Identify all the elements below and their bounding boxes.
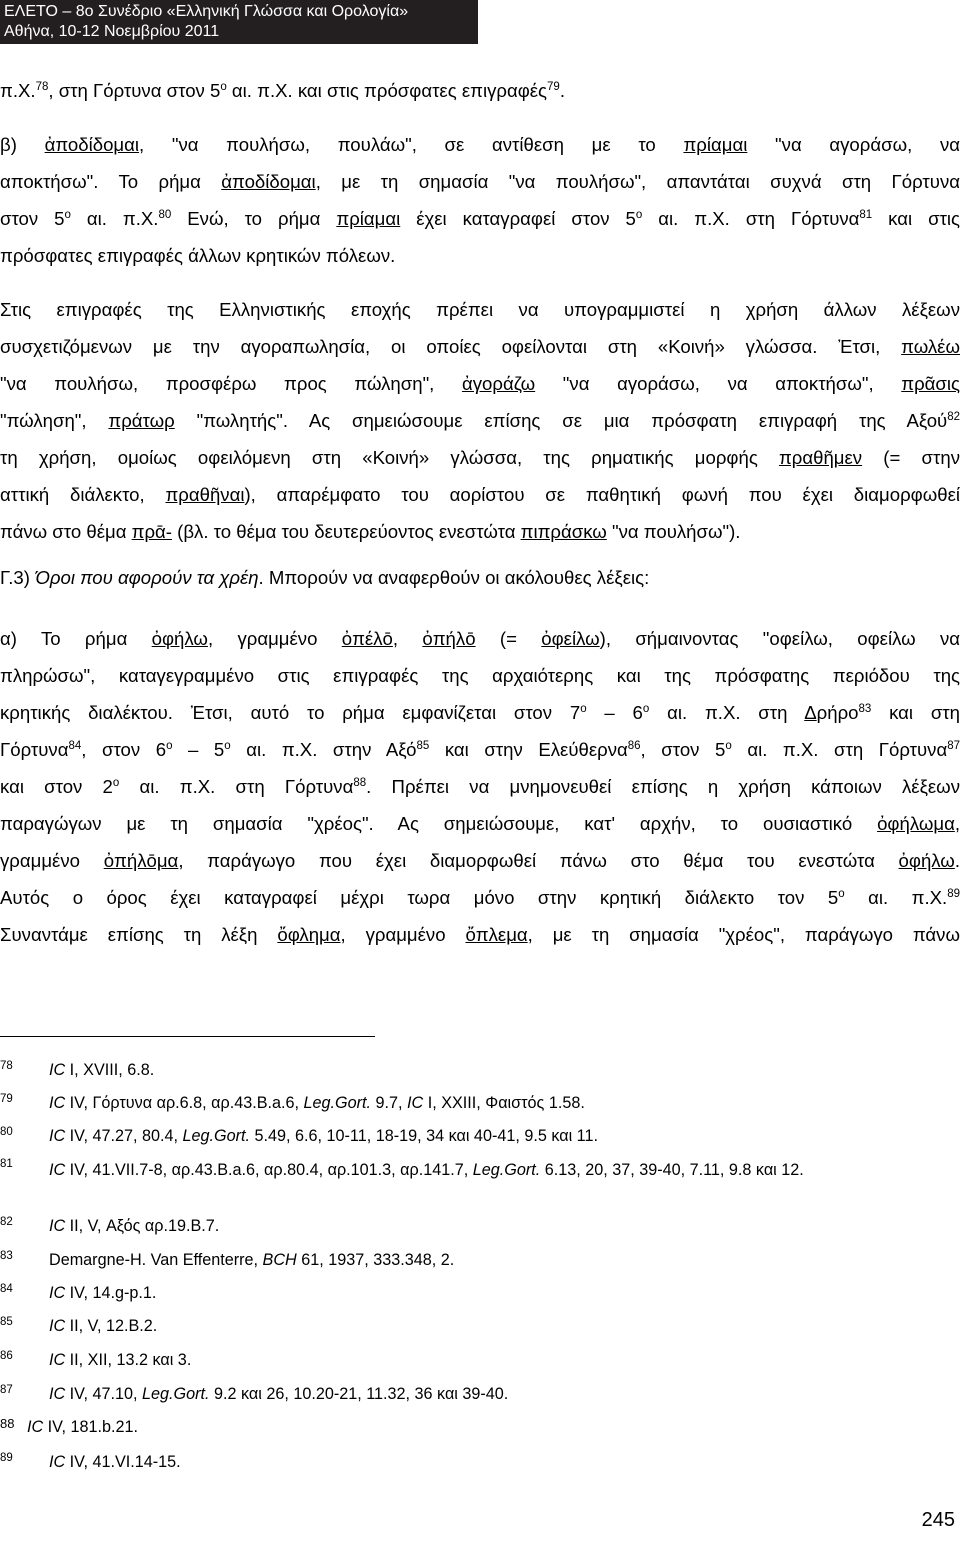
footnote-number: 84: [0, 1283, 13, 1295]
text-line: π.Χ.$^{78}$, στη Γόρτυνα στον $5^o$ αι. π.Χ. και στις πρόσφατες επιγραφές$^{79}$.: [0, 80, 565, 101]
text-line: πληρώσω", καταγεγραμμένο στις επιγραφές της αρχαιότερης και της πρόσφατης περιόδου της: [0, 665, 960, 686]
text-line: Συναντάμε επίσης τη λέξη ὄφλημα, γραμμένο ὄπλεμα, με τη σημασία "χρέος", παράγωγο πάνω: [0, 924, 960, 945]
text-line: β) ἀποδίδομαι, "να πουλήσω, πουλάω", σε αντίθεση με το πρίαμαι "να αγοράσω, να: [0, 134, 960, 155]
text-line: πρόσφατες επιγραφές άλλων κρητικών πόλεων.: [0, 245, 396, 266]
text-line: αποκτήσω". Το ρήμα ἀποδίδομαι, με τη σημασία "να πουλήσω", απαντάται συχνά στη Γόρτυνα: [0, 171, 960, 192]
text-line: στον $5^o$ αι. π.Χ.$^{80}$ Ενώ, το ρήμα πρίαμαι έχει καταγραφεί στον $5^o$ αι. π.Χ. στη Γόρτυνα$^{81}$ και στις: [0, 208, 960, 229]
text-line: "να πουλήσω, προσφέρω προς πώληση", ἀγοράζω "να αγοράσω, να αποκτήσω", πρᾶσις: [0, 373, 960, 394]
text-line: αττική διάλεκτο, πραθῆναι), απαρέμφατο του αορίστου σε παθητική φωνή που έχει διαμορφωθεί: [0, 484, 960, 505]
footnote-number: 78: [0, 1060, 13, 1072]
footnote-number: 86: [0, 1350, 13, 1362]
text-line: Στις επιγραφές της Ελληνιστικής εποχής πρέπει να υπογραμμιστεί η χρήση άλλων λέξεων: [0, 299, 960, 320]
text-line: "πώληση", πράτωρ "πωλητής". Ας σημειώσουμε επίσης σε μια πρόσφατη επιγραφή της Αξού$^{82}$: [0, 410, 960, 431]
footnote-number: 89: [0, 1452, 13, 1464]
conference-date: Αθήνα, 10-12 Νοεμβρίου 2011: [4, 23, 220, 40]
footnote-number: 87: [0, 1384, 13, 1396]
text-line: γραμμένο ὀπήλōμα, παράγωγο που έχει διαμορφωθεί πάνω στο θέμα του ενεστώτα ὀφήλω.: [0, 850, 960, 871]
footnote-number: 80: [0, 1126, 13, 1138]
footnote-separator: [0, 1036, 375, 1037]
footnote-number: 85: [0, 1316, 13, 1328]
text-line: παραγώγων με τη σημασία "χρέος". Ας σημειώσουμε, κατ' αρχήν, το ουσιαστικό ὀφήλωμα,: [0, 813, 960, 834]
conference-title: ΕΛΕΤΟ – 8ο Συνέδριο «Ελληνική Γλώσσα και Ορολογία»: [4, 3, 409, 20]
text-line: πάνω στο θέμα πρᾱ- (βλ. το θέμα του δευτερεύοντος ενεστώτα πιπράσκω "να πουλήσω").: [0, 521, 741, 542]
footnote-number: 88: [0, 1416, 15, 1431]
text-line: τη χρήση, ομοίως οφειλόμενη στη «Κοινή» γλώσσα, της ρηματικής μορφής πραθῆμεν (= στην: [0, 447, 960, 468]
footnote-number: 81: [0, 1158, 13, 1170]
text-line: κρητικής διαλέκτου. Ἐτσι, αυτό το ρήμα εμφανίζεται στον $7^o - 6^o$ αι. π.Χ. στη Δρήρο$^{83}$ και στη: [0, 702, 960, 723]
text-line: Αυτός ο όρος έχει καταγραφεί μέχρι τωρα μόνο στην κρητική διάλεκτο τον $5^o$ αι. π.Χ.$^{89}$: [0, 887, 960, 908]
text-line: συσχετιζόμενων με την αγοραπωλησία, οι οποίες οφείλονται στη «Κοινή» γλώσσα. Ἐτσι, πωλέω: [0, 336, 960, 357]
text-line: και στον $2^o$ αι. π.Χ. στη Γόρτυνα$^{88}$. Πρέπει να μνημονευθεί επίσης η χρήση κάποιων λέξεων: [0, 776, 960, 797]
page-number: 245: [921, 1509, 955, 1531]
text-line: α) Το ρήμα ὀφήλω, γραμμένο ὀπέλō, ὀπήλō (= ὀφείλω), σήμαινοντας "οφείλω, οφείλω να: [0, 628, 960, 649]
footnote-number: 79: [0, 1093, 13, 1105]
footnote-number: 82: [0, 1216, 13, 1228]
footnote-number: 83: [0, 1250, 13, 1262]
section-heading: Γ.3) Όροι που αφορούν τα χρέη. Μπορούν να αναφερθούν οι ακόλουθες λέξεις:: [0, 567, 650, 588]
conference-header: [0, 0, 479, 44]
text-line: Γόρτυνα$^{84}$, στον $6^o - 5^o$ αι. π.Χ. στην Αξό$^{85}$ και στην Ελεύθερνα$^{86}$, στον $5^o$ αι. π.Χ. στη Γόρτυνα$^{87}$: [0, 739, 960, 760]
